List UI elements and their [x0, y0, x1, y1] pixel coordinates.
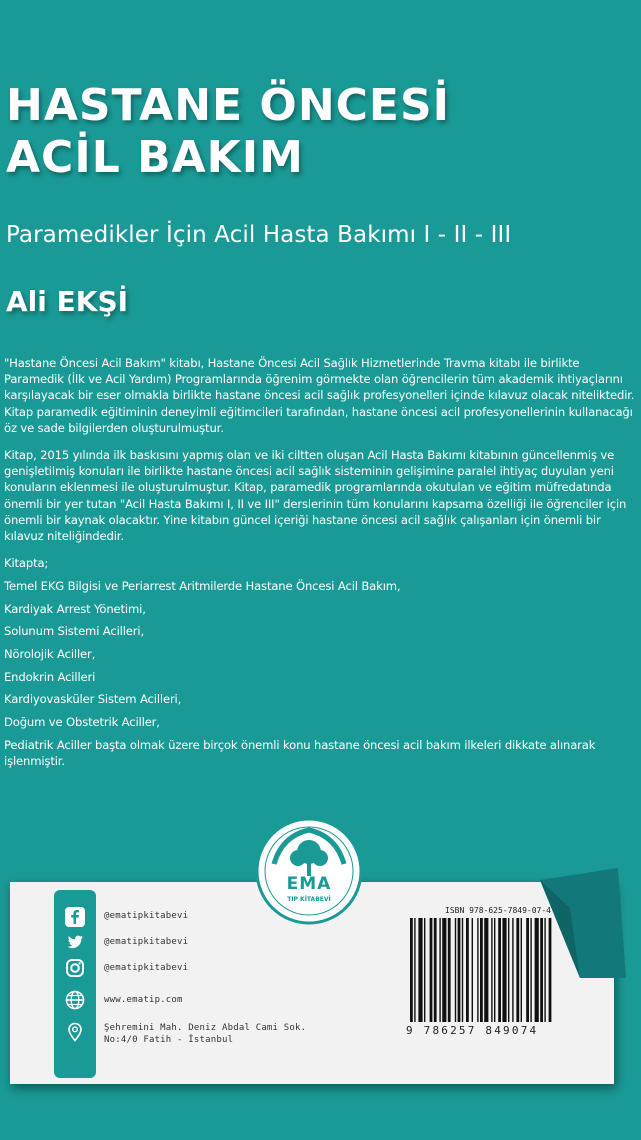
address-line-2: No:4/0 Fatih - İstanbul [104, 1035, 234, 1045]
address [104, 1022, 306, 1046]
author-name: Ali EKŞİ [6, 285, 129, 318]
website-url: www.ematip.com [104, 995, 183, 1005]
twitter-handle: @ematipkitabevi [104, 937, 189, 947]
address-line-1: Şehremini Mah. Deniz Abdal Cami Sok. [104, 1023, 307, 1033]
twitter-icon [62, 929, 88, 955]
topic-closing: Pediatrik Aciller başta olmak üzere birçok önemli konu hastane öncesi acil bakım ilkeleri dikkate alınarak işlenmiştir. [4, 737, 596, 769]
location-pin-icon [62, 1019, 88, 1045]
book-title [6, 80, 450, 184]
book-title-line1: HASTANE ÖNCESİ [6, 80, 451, 131]
isbn-barcode [402, 906, 594, 1044]
description-paragraph-2: Kitap, 2015 yılında ilk baskısını yapmış olan ve iki ciltten oluşan Acil Hasta Bakımı kitabının güncellenmiş ve genişletilmiş konuları ile birlikte hastane öncesi acil sağlık sisteminin gelişimine paralel ihtiyaç duyulan yeni konuların eklenmesi ile oluşturulmuştur. Kitap, paramedik programlarında okutulan ve eğitim müfredatında önemli bir yer tutan "Acil Hasta Bakımı I, II ve III" derslerinin tüm konularını kapsama özelliği ile öğrenciler için önemli bir kaynak olacaktır. Yine kitabın güncel içeriği hastane öncesi acil sağlık çalışanları için önemli bir kılavuz niteliğindedir. [4, 448, 627, 544]
topic-item: Nörolojik Aciller, [4, 647, 96, 662]
publisher-logo-letters: EMA [286, 874, 332, 894]
facebook-handle: @ematipkitabevi [104, 911, 189, 921]
instagram-icon [62, 955, 88, 981]
book-description [4, 355, 638, 776]
facebook-icon [62, 904, 88, 930]
topic-item: Solunum Sistemi Acilleri, [4, 624, 145, 639]
topic-item: Kardiyak Arrest Yönetimi, [4, 601, 146, 616]
globe-icon [62, 987, 88, 1013]
description-paragraph-1: "Hastane Öncesi Acil Bakım" kitabı, Hastane Öncesi Acil Sağlık Hizmetlerinde Travma kitabı ile birlikte Paramedik (İlk ve Acil Yardım) Programlarında öğrenim görmekte olan öğrencilerin tüm akademik ihtiyaçlarını karşılayacak bir eser olmakla birlikte hastane öncesi acil sağlık profesyonelleri içinde kılavuz olacak niteliktedir. Kitap paramedik eğitiminin deneyimli eğitimcileri tarafından, hastane öncesi acil profesyonellerinin kullanacağı öz ve sade bilgilerden oluşturulmuştur. [4, 356, 635, 435]
barcode-bars [402, 918, 594, 1026]
isbn-label: ISBN 978-625-7849-07-4 [445, 906, 551, 915]
topic-item: Kardiyovasküler Sistem Acilleri, [4, 692, 182, 707]
publisher-logo [254, 816, 364, 926]
topic-item: Doğum ve Obstetrik Aciller, [4, 715, 160, 730]
isbn-digits: 9 786257 849074 [406, 1024, 539, 1037]
book-title-line2: ACİL BAKIM [6, 132, 304, 183]
topic-list [4, 555, 638, 769]
publisher-logo-emblem [254, 816, 364, 926]
topic-item: Temel EKG Bilgisi ve Periarrest Aritmilerde Hastane Öncesi Acil Bakım, [4, 578, 401, 593]
instagram-handle: @ematipkitabevi [104, 963, 189, 973]
book-subtitle: Paramedikler İçin Acil Hasta Bakımı I - II - III [6, 222, 512, 248]
topic-item: Endokrin Acilleri [4, 669, 96, 684]
topic-list-intro: Kitapta; [4, 556, 49, 571]
publisher-logo-subtitle: TIP KİTABEVİ [287, 896, 331, 903]
